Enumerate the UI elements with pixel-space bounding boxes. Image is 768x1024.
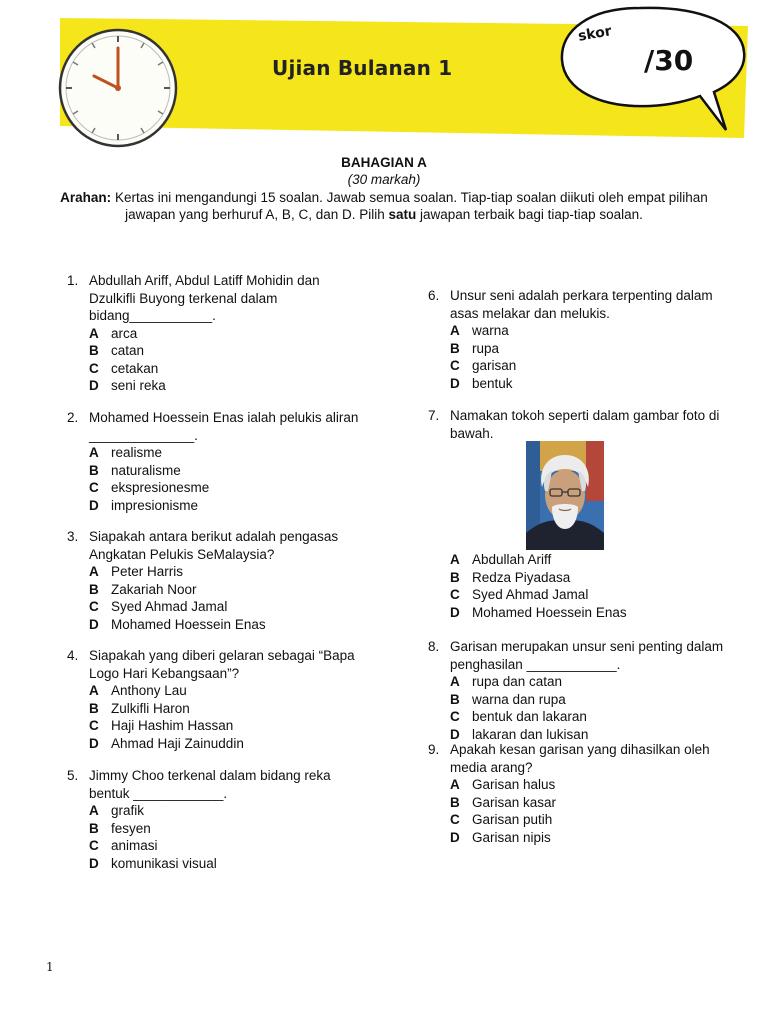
option-list bbox=[450, 322, 718, 392]
option-text: Peter Harris bbox=[111, 564, 184, 579]
option[interactable] bbox=[89, 802, 367, 820]
option-text: seni reka bbox=[111, 378, 166, 393]
option-letter: B bbox=[89, 700, 99, 716]
question-number: 7. bbox=[428, 408, 440, 423]
option-text: fesyen bbox=[111, 820, 151, 836]
option-text: Mohamed Hoessein Enas bbox=[111, 616, 266, 632]
option-letter: C bbox=[450, 587, 460, 602]
option-letter: C bbox=[450, 358, 460, 373]
option[interactable] bbox=[450, 322, 718, 340]
option-letter: B bbox=[89, 581, 99, 597]
option-letter: C bbox=[450, 709, 460, 724]
page-title: Ujian Bulanan 1 bbox=[272, 56, 453, 80]
option-letter: D bbox=[89, 616, 99, 632]
option-text: warna dan rupa bbox=[472, 691, 566, 707]
option-text: Syed Ahmad Jamal bbox=[111, 599, 228, 614]
question-text: Unsur seni adalah perkara terpenting dalam asas melakar dan melukis. bbox=[450, 288, 713, 321]
option[interactable] bbox=[89, 563, 367, 581]
option[interactable] bbox=[450, 794, 728, 812]
question-text: Jimmy Choo terkenal dalam bidang reka bentuk ____________. bbox=[89, 768, 331, 801]
option-text: Zulkifli Haron bbox=[111, 700, 190, 716]
option-text: Garisan kasar bbox=[472, 794, 557, 810]
option-letter: C bbox=[89, 838, 99, 853]
question-2 bbox=[67, 409, 367, 514]
instruction-label: Arahan: bbox=[60, 190, 112, 205]
question-text: Siapakah antara berikut adalah pengasas Angkatan Pelukis SeMalaysia? bbox=[89, 529, 339, 562]
question-text: Garisan merupakan unsur seni penting dalam penghasilan ____________. bbox=[450, 639, 724, 672]
option-letter: D bbox=[89, 735, 99, 751]
option[interactable] bbox=[89, 735, 367, 753]
option-letter: D bbox=[89, 378, 99, 393]
option-letter: A bbox=[450, 323, 460, 338]
option-text: warna bbox=[472, 323, 509, 338]
option-letter: B bbox=[450, 691, 460, 707]
option[interactable] bbox=[89, 342, 367, 360]
option[interactable] bbox=[450, 691, 728, 709]
clock-icon bbox=[60, 30, 176, 146]
option[interactable] bbox=[450, 569, 728, 587]
option[interactable] bbox=[450, 375, 718, 393]
option[interactable] bbox=[450, 551, 728, 569]
option-letter: A bbox=[89, 325, 99, 341]
option-letter: D bbox=[89, 497, 99, 513]
option-text: cetakan bbox=[111, 360, 159, 376]
option-text: garisan bbox=[472, 358, 517, 373]
option-text: Anthony Lau bbox=[111, 683, 187, 698]
option[interactable] bbox=[89, 682, 367, 700]
option-text: catan bbox=[111, 343, 145, 358]
option[interactable] bbox=[89, 717, 367, 735]
option-text: rupa bbox=[472, 340, 500, 356]
option-letter: A bbox=[89, 803, 99, 818]
question-4 bbox=[67, 647, 367, 752]
option-text: rupa dan catan bbox=[472, 674, 563, 689]
option[interactable] bbox=[450, 829, 728, 847]
option-text: Ahmad Haji Zainuddin bbox=[111, 735, 244, 751]
option[interactable] bbox=[89, 855, 367, 873]
option-letter: C bbox=[89, 480, 99, 495]
option[interactable] bbox=[89, 581, 367, 599]
instruction-text-1: Kertas ini mengandungi 15 soalan. Jawab semua soalan. Tiap-tiap soalan diikuti oleh empat pilihan jawapan yang berhuruf A, B, C, dan D. Pilih bbox=[111, 190, 708, 222]
option[interactable] bbox=[450, 811, 728, 829]
question-number: 8. bbox=[428, 639, 440, 654]
option-list bbox=[89, 802, 367, 872]
option-text: arca bbox=[111, 325, 138, 341]
option[interactable] bbox=[450, 604, 728, 622]
option-letter: D bbox=[450, 604, 460, 620]
instructions bbox=[60, 189, 708, 223]
option[interactable] bbox=[450, 357, 718, 375]
portrait-photo bbox=[526, 441, 604, 550]
question-number: 5. bbox=[67, 768, 79, 783]
question-text: Abdullah Ariff, Abdul Latiff Mohidin dan Dzulkifli Buyong terkenal dalam bidang___________. bbox=[89, 273, 320, 323]
option-list bbox=[450, 551, 728, 621]
option-text: Garisan nipis bbox=[472, 829, 551, 845]
question-3 bbox=[67, 528, 367, 633]
option[interactable] bbox=[89, 462, 367, 480]
question-text: Siapakah yang diberi gelaran sebagai “Bapa Logo Hari Kebangsaan”? bbox=[89, 648, 355, 681]
option[interactable] bbox=[89, 377, 367, 395]
option[interactable] bbox=[89, 360, 367, 378]
option-text: Garisan halus bbox=[472, 777, 556, 792]
option-text: ekspresionesme bbox=[111, 480, 210, 495]
option[interactable] bbox=[89, 700, 367, 718]
option[interactable] bbox=[89, 444, 367, 462]
question-9 bbox=[428, 741, 728, 846]
option-letter: B bbox=[89, 343, 99, 358]
option-text: Haji Hashim Hassan bbox=[111, 718, 234, 733]
question-text: Namakan tokoh seperti dalam gambar foto di bawah. bbox=[450, 408, 720, 441]
option-letter: A bbox=[450, 552, 460, 567]
option-list bbox=[450, 776, 728, 846]
question-number: 9. bbox=[428, 742, 440, 757]
option-letter: D bbox=[450, 829, 460, 845]
option-list bbox=[89, 444, 367, 514]
option-letter: B bbox=[450, 794, 460, 810]
question-number: 4. bbox=[67, 648, 79, 663]
question-8 bbox=[428, 638, 728, 743]
option[interactable] bbox=[89, 497, 367, 515]
option[interactable] bbox=[450, 776, 728, 794]
option-list bbox=[450, 673, 728, 743]
question-1 bbox=[67, 272, 367, 395]
question-5 bbox=[67, 767, 367, 872]
option-text: bentuk dan lakaran bbox=[472, 709, 587, 724]
option-text: lakaran dan lukisan bbox=[472, 726, 589, 742]
option-text: animasi bbox=[111, 838, 158, 853]
option-text: naturalisme bbox=[111, 462, 181, 478]
option-letter: D bbox=[89, 855, 99, 871]
option-letter: D bbox=[450, 375, 460, 391]
option-text: Zakariah Noor bbox=[111, 581, 197, 597]
option-text: impresionisme bbox=[111, 497, 199, 513]
option-letter: D bbox=[450, 726, 460, 742]
option[interactable] bbox=[450, 586, 728, 604]
option-list bbox=[89, 563, 367, 633]
option-letter: B bbox=[450, 340, 460, 356]
option[interactable] bbox=[89, 325, 367, 343]
option-text: Redza Piyadasa bbox=[472, 569, 571, 585]
option-text: grafik bbox=[111, 803, 145, 818]
option-letter: A bbox=[89, 564, 99, 579]
option[interactable] bbox=[450, 340, 718, 358]
option-letter: A bbox=[450, 674, 460, 689]
option-letter: A bbox=[89, 445, 99, 460]
question-text: Apakah kesan garisan yang dihasilkan oleh media arang? bbox=[450, 742, 710, 775]
option-letter: B bbox=[89, 462, 99, 478]
option-text: bentuk bbox=[472, 375, 513, 391]
question-7-options bbox=[428, 551, 728, 621]
option-letter: C bbox=[89, 718, 99, 733]
option-list bbox=[89, 682, 367, 752]
question-number: 3. bbox=[67, 529, 79, 544]
option-text: Garisan putih bbox=[472, 812, 553, 827]
option-text: Syed Ahmad Jamal bbox=[472, 587, 589, 602]
option[interactable] bbox=[450, 673, 728, 691]
option[interactable] bbox=[450, 708, 728, 726]
section-marks: (30 markah) bbox=[347, 172, 421, 187]
option-letter: A bbox=[450, 777, 460, 792]
option-letter: B bbox=[450, 569, 460, 585]
option-letter: A bbox=[89, 683, 99, 698]
question-text: Mohamed Hoessein Enas ialah pelukis aliran ______________. bbox=[89, 410, 359, 443]
question-7 bbox=[428, 407, 728, 442]
option-text: Abdullah Ariff bbox=[472, 552, 552, 567]
question-number: 6. bbox=[428, 288, 440, 303]
option[interactable] bbox=[89, 820, 367, 838]
option[interactable] bbox=[89, 616, 367, 634]
option-text: Mohamed Hoessein Enas bbox=[472, 604, 627, 620]
option-text: realisme bbox=[111, 445, 163, 460]
option[interactable] bbox=[89, 837, 367, 855]
section-title: BAHAGIAN A bbox=[341, 155, 427, 170]
instruction-text-2: jawapan terbaik bagi tiap-tiap soalan. bbox=[416, 207, 643, 222]
page-number: 1 bbox=[46, 960, 54, 974]
option-letter: C bbox=[89, 599, 99, 614]
instruction-emphasis: satu bbox=[388, 207, 417, 222]
question-6 bbox=[428, 287, 718, 392]
option-letter: B bbox=[89, 820, 99, 836]
question-number: 1. bbox=[67, 273, 79, 288]
score-total: /30 bbox=[644, 44, 694, 77]
option-letter: C bbox=[89, 360, 99, 376]
option-letter: C bbox=[450, 812, 460, 827]
option[interactable] bbox=[89, 598, 367, 616]
question-number: 2. bbox=[67, 410, 79, 425]
option-list bbox=[89, 325, 367, 395]
score-label: skor bbox=[576, 23, 613, 45]
option[interactable] bbox=[89, 479, 367, 497]
option-text: komunikasi visual bbox=[111, 855, 217, 871]
